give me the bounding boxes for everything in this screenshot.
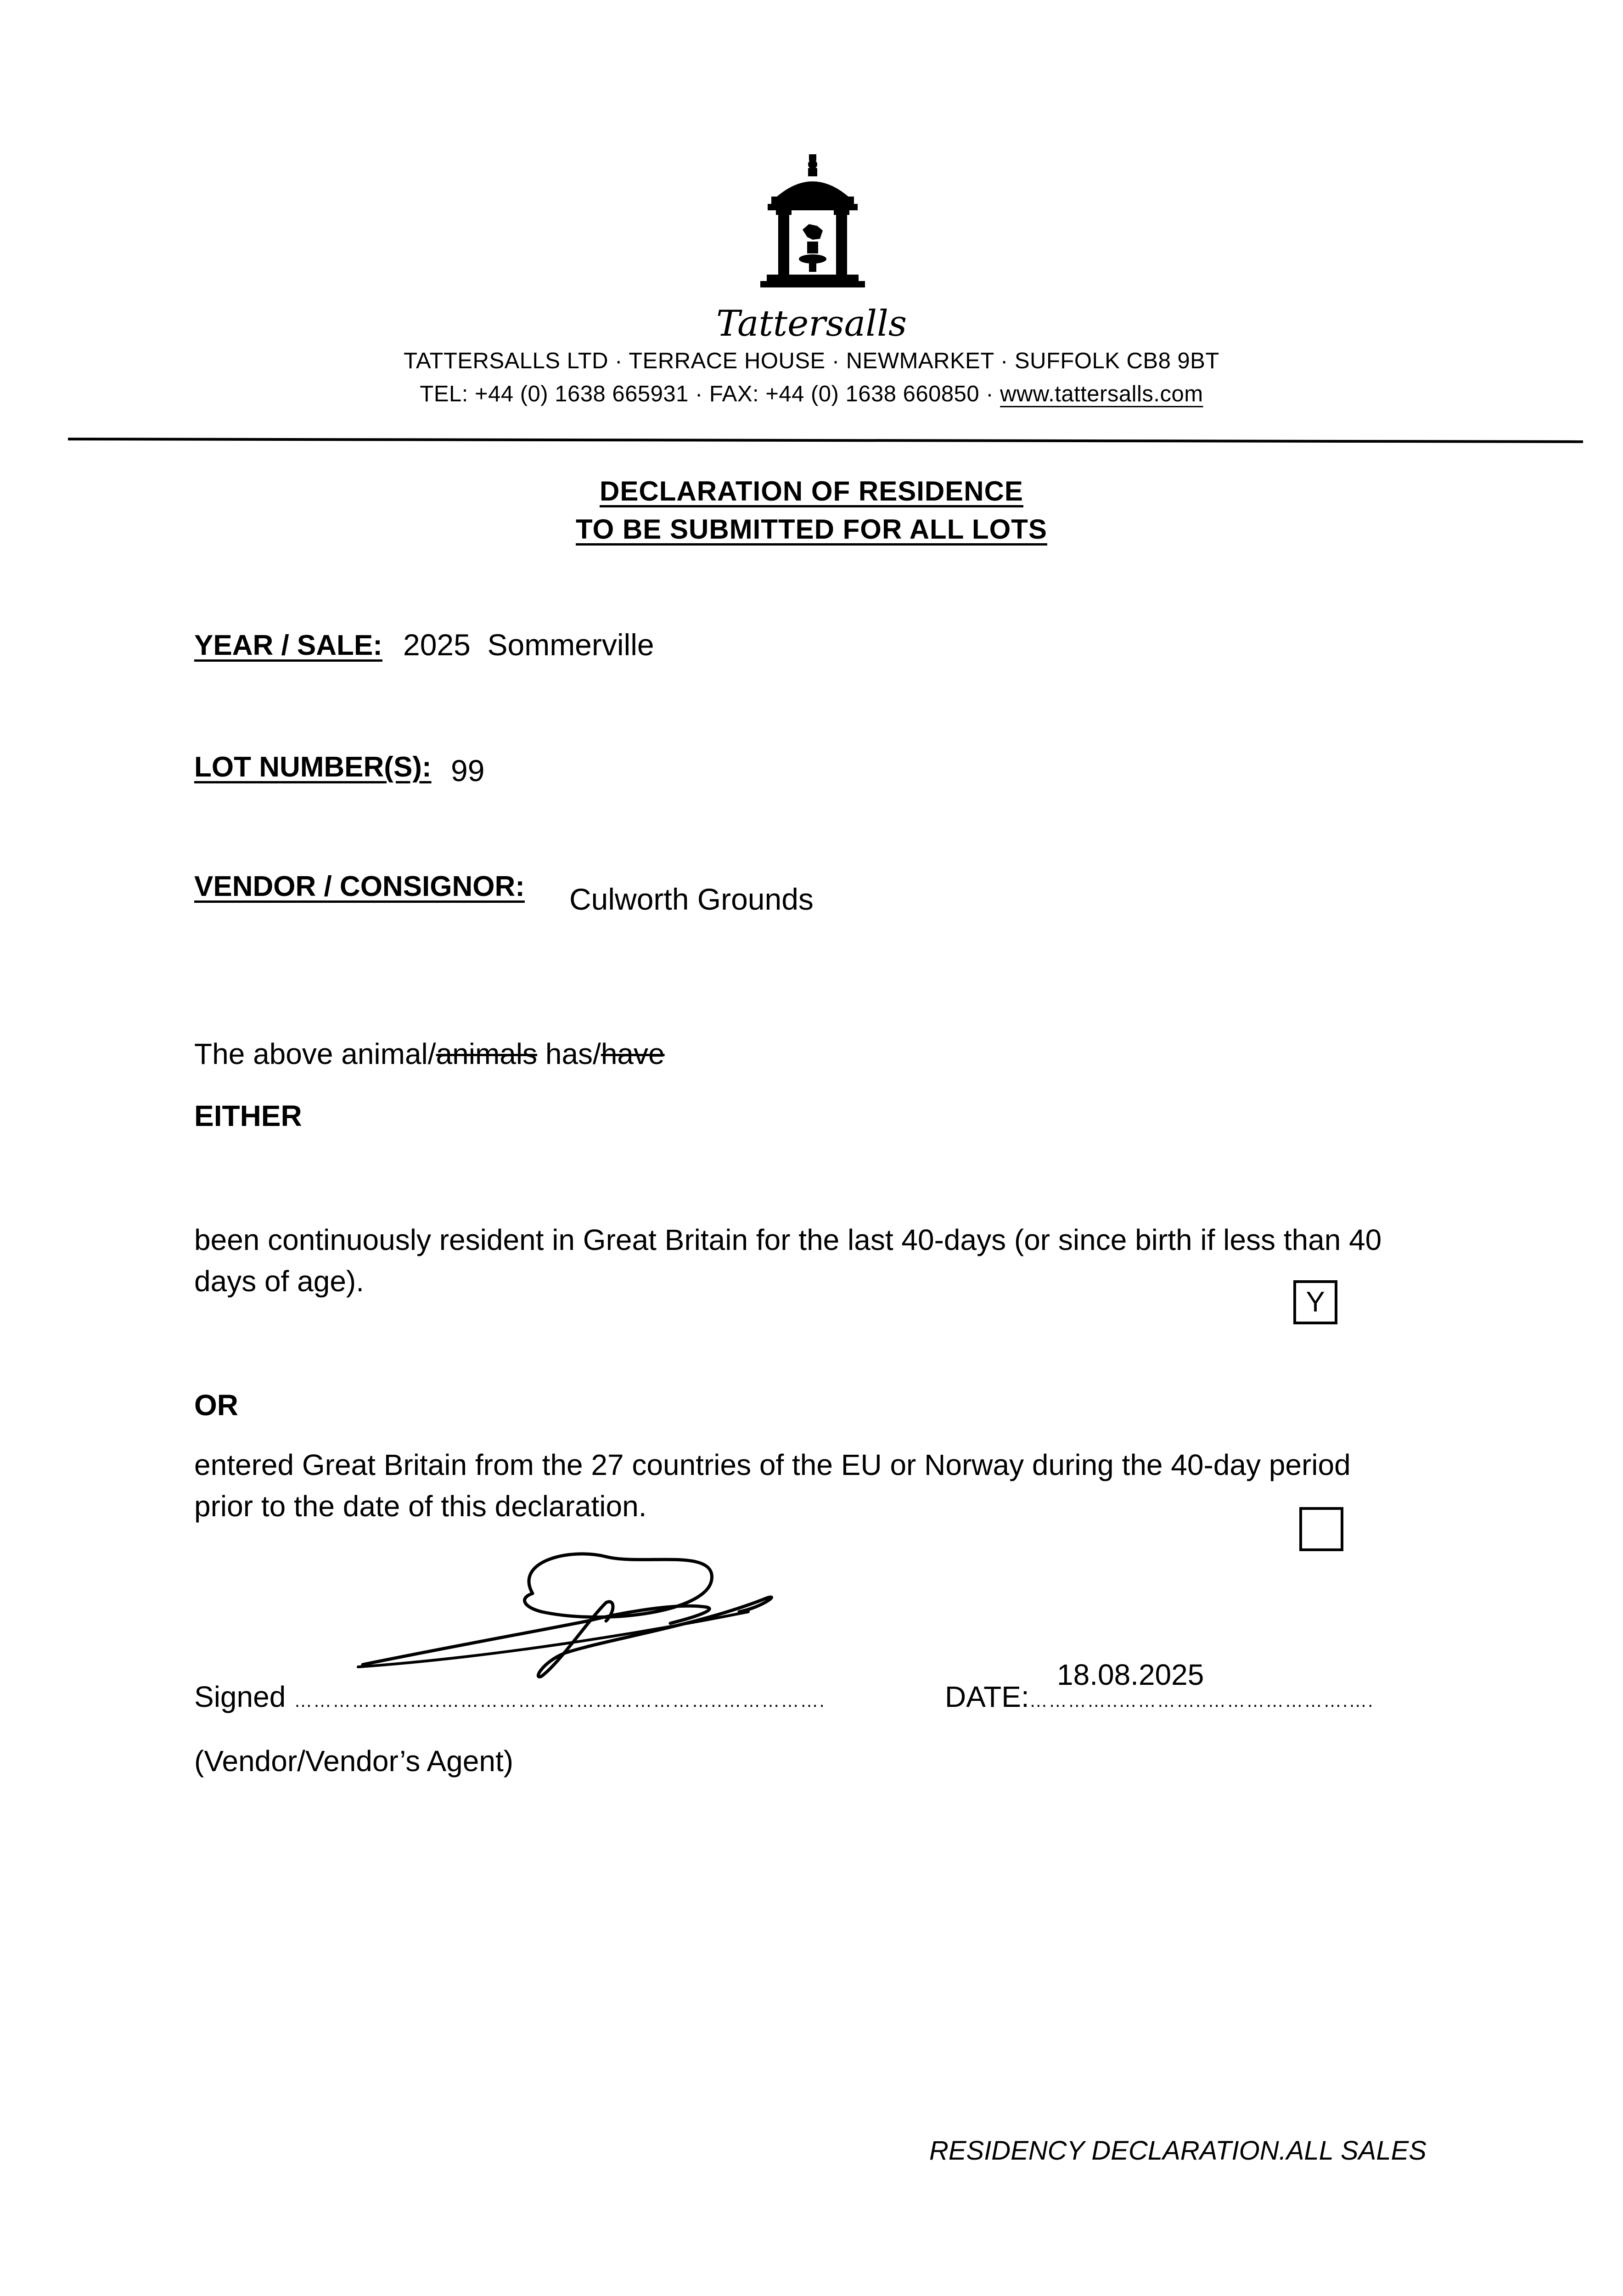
signed-label: Signed bbox=[194, 1680, 294, 1713]
handwritten-signature bbox=[349, 1543, 790, 1694]
statement-prefix: The above animal/ bbox=[194, 1037, 436, 1070]
option2-line1: entered Great Britain from the 27 countries of the EU or Norway during the 40-day period bbox=[194, 1448, 1351, 1481]
option2-checkbox[interactable] bbox=[1299, 1507, 1343, 1551]
website-link[interactable]: www.tattersalls.com bbox=[1000, 382, 1203, 406]
header-divider bbox=[68, 438, 1583, 443]
date-line bbox=[945, 1676, 1374, 1722]
year-sale-label: YEAR / SALE: bbox=[194, 630, 382, 661]
form-subtitle bbox=[0, 513, 1623, 545]
option1-line2: days of age). bbox=[194, 1265, 364, 1298]
company-contact bbox=[0, 381, 1623, 407]
option1-checkbox[interactable]: Y bbox=[1293, 1280, 1337, 1324]
option1-line1: been continuously resident in Great Britain for the last 40-days (or since birth if less than 40 bbox=[194, 1223, 1382, 1256]
signed-dots: …………………..……………………………………..……………. bbox=[294, 1691, 826, 1711]
option2-line2: prior to the date of this declaration. bbox=[194, 1490, 647, 1523]
year-sale-value: 2025 Sommerville bbox=[403, 628, 654, 662]
date-label: DATE: bbox=[945, 1680, 1029, 1713]
logo-wordmark: Tattersalls bbox=[716, 303, 907, 344]
or-heading: OR bbox=[194, 1389, 238, 1422]
animals-struck: animals bbox=[436, 1037, 538, 1070]
vendor-label: VENDOR / CONSIGNOR: bbox=[194, 871, 525, 902]
statement-intro bbox=[194, 1033, 665, 1075]
form-title-line1: DECLARATION OF RESIDENCE bbox=[600, 476, 1023, 506]
lot-number-value: 99 bbox=[451, 754, 485, 788]
date-dots: …………..…………..………………….…. bbox=[1029, 1691, 1374, 1711]
date-value: 18.08.2025 bbox=[1057, 1658, 1204, 1691]
vendor-value: Culworth Grounds bbox=[569, 882, 814, 916]
signer-role: (Vendor/Vendor’s Agent) bbox=[194, 1745, 514, 1778]
form-title-line2: TO BE SUBMITTED FOR ALL LOTS bbox=[576, 514, 1047, 545]
statement-has: has/ bbox=[537, 1037, 601, 1070]
have-struck: have bbox=[601, 1037, 665, 1070]
form-title bbox=[0, 475, 1623, 507]
either-heading: EITHER bbox=[194, 1099, 302, 1132]
tattersalls-logo-icon bbox=[744, 152, 882, 303]
contact-numbers: TEL: +44 (0) 1638 665931 · FAX: +44 (0) 1638 660850 · bbox=[420, 382, 1000, 406]
signed-line bbox=[194, 1676, 826, 1722]
lot-number-label: LOT NUMBER(S): bbox=[194, 751, 432, 783]
footer-text: RESIDENCY DECLARATION.ALL SALES bbox=[929, 2136, 1426, 2166]
company-address: TATTERSALLS LTD · TERRACE HOUSE · NEWMARKET · SUFFOLK CB8 9BT bbox=[404, 349, 1219, 373]
